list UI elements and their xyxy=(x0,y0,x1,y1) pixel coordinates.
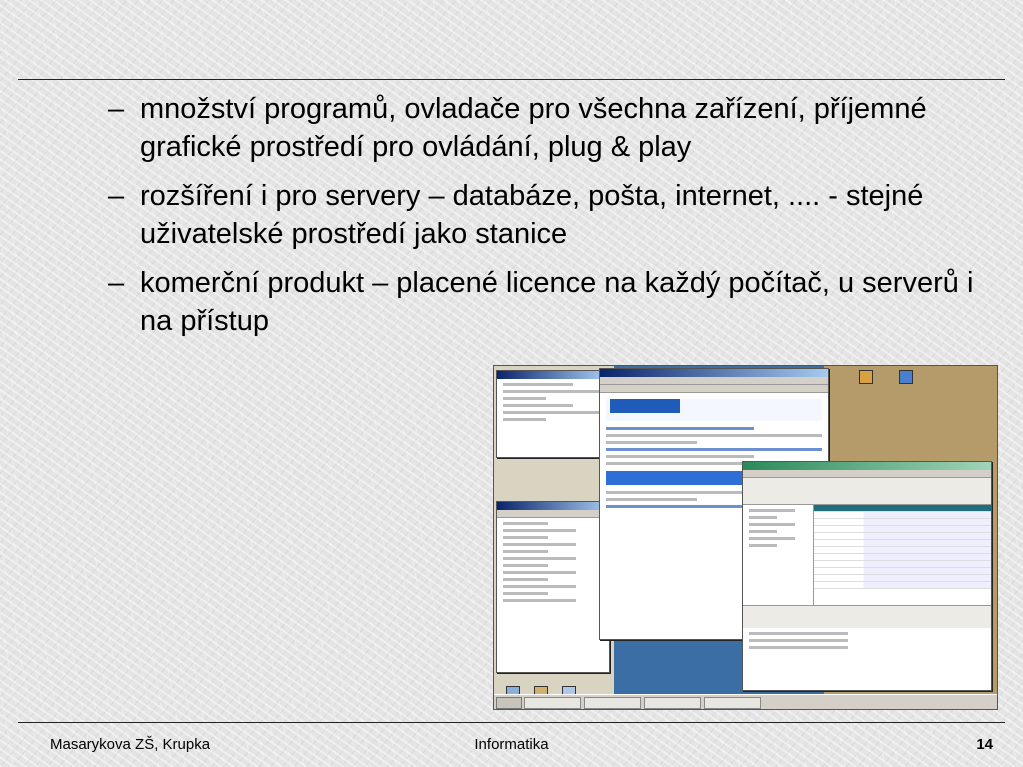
desktop-icon xyxy=(899,370,913,384)
top-rule xyxy=(18,79,1005,80)
bottom-rule xyxy=(18,722,1005,723)
bullet-text: rozšíření i pro servery – databáze, pošta, internet, .... - stejné uživatelské prostředí jako stanice xyxy=(140,180,924,250)
taskbar xyxy=(494,694,997,709)
bullet-text: množství programů, ovladače pro všechna zařízení, příjemné grafické prostředí pro ovládání, plug & play xyxy=(140,93,927,163)
desktop-icon xyxy=(859,370,873,384)
bullet-dash: – xyxy=(108,267,125,299)
start-button xyxy=(496,697,522,709)
bullet-item xyxy=(108,90,998,166)
bullet-list xyxy=(108,90,998,351)
page-number: 14 xyxy=(976,736,993,753)
bullet-item xyxy=(108,177,998,253)
app-list-window xyxy=(496,370,606,458)
desktop-screenshot-image xyxy=(493,365,998,710)
bullet-text: komerční produkt – placené licence na každý počítač, u serverů i na přístup xyxy=(140,267,974,337)
footer-author: Masarykova ZŠ, Krupka xyxy=(50,736,211,753)
bullet-item xyxy=(108,264,998,340)
contacts-window xyxy=(496,501,610,673)
footer-subject: Informatika xyxy=(474,736,549,753)
mail-client-window xyxy=(742,461,992,691)
bullet-dash: – xyxy=(108,93,125,125)
bullet-dash: – xyxy=(108,180,125,212)
